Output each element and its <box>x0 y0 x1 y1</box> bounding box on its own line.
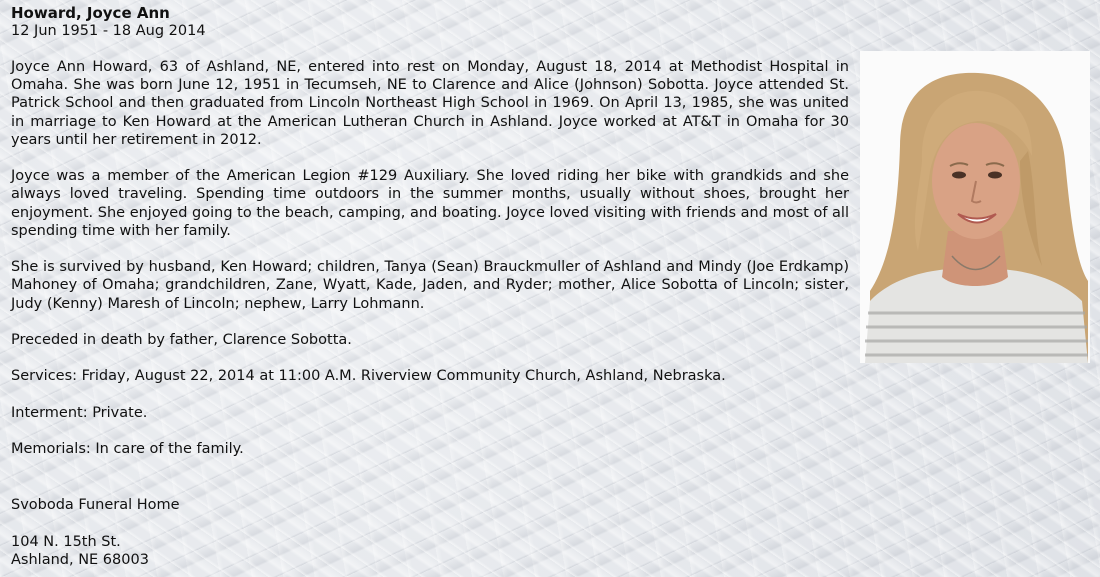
obituary-header <box>11 4 851 40</box>
address-street: 104 N. 15th St. <box>11 534 121 550</box>
life-dates: 12 Jun 1951 - 18 Aug 2014 <box>11 23 206 39</box>
paragraph-interment: Interment: Private. <box>11 404 148 421</box>
paragraph-biography: Joyce Ann Howard, 63 of Ashland, NE, entered into rest on Monday, August 18, 2014 at Methodist Hospital in Omaha. She was born June 12, 1951 in Tecumseh, NE to Clarence and Alice (Johnson) Sobotta. Joyce attended St. Patrick School and then graduated from Lincoln Northeast High School in 1969. On April 13, 1985, she was united in marriage to Ken Howard at the American Lutheran Church in Ashland. Joyce worked at AT&T in Omaha for 30 years until her retirement in 2012. <box>11 59 849 148</box>
paragraph-survivors: She is survived by husband, Ken Howard; children, Tanya (Sean) Brauckmuller of Ashland and Mindy (Joe Erdkamp) Mahoney of Omaha; grandchildren, Zane, Wyatt, Kade, Jaden, and Ryder; mother, Alice Sobotta of Lincoln; sister, Judy (Kenny) Maresh of Lincoln; nephew, Larry Lohmann. <box>11 259 849 312</box>
paragraph-interests: Joyce was a member of the American Legion #129 Auxiliary. She loved riding her bike with grandkids and she always loved traveling. Spending time outdoors in the summer months, usually without shoes, brought her enjoyment. She enjoyed going to the beach, camping, and boating. Joyce loved visiting with friends and most of all spending time with her family. <box>11 168 849 239</box>
portrait-illustration <box>860 51 1090 363</box>
portrait-photo <box>860 51 1090 363</box>
paragraph-memorials: Memorials: In care of the family. <box>11 441 244 458</box>
address-city: Ashland, NE 68003 <box>11 552 149 569</box>
paragraph-preceded: Preceded in death by father, Clarence Sobotta. <box>11 332 352 348</box>
obituary-body <box>11 58 849 477</box>
paragraph-services: Services: Friday, August 22, 2014 at 11:00 A.M. Riverview Community Church, Ashland, Nebraska. <box>11 368 726 385</box>
funeral-home-name: Svoboda Funeral Home <box>11 497 180 513</box>
funeral-home-address <box>11 533 149 569</box>
deceased-name: Howard, Joyce Ann <box>11 4 170 22</box>
